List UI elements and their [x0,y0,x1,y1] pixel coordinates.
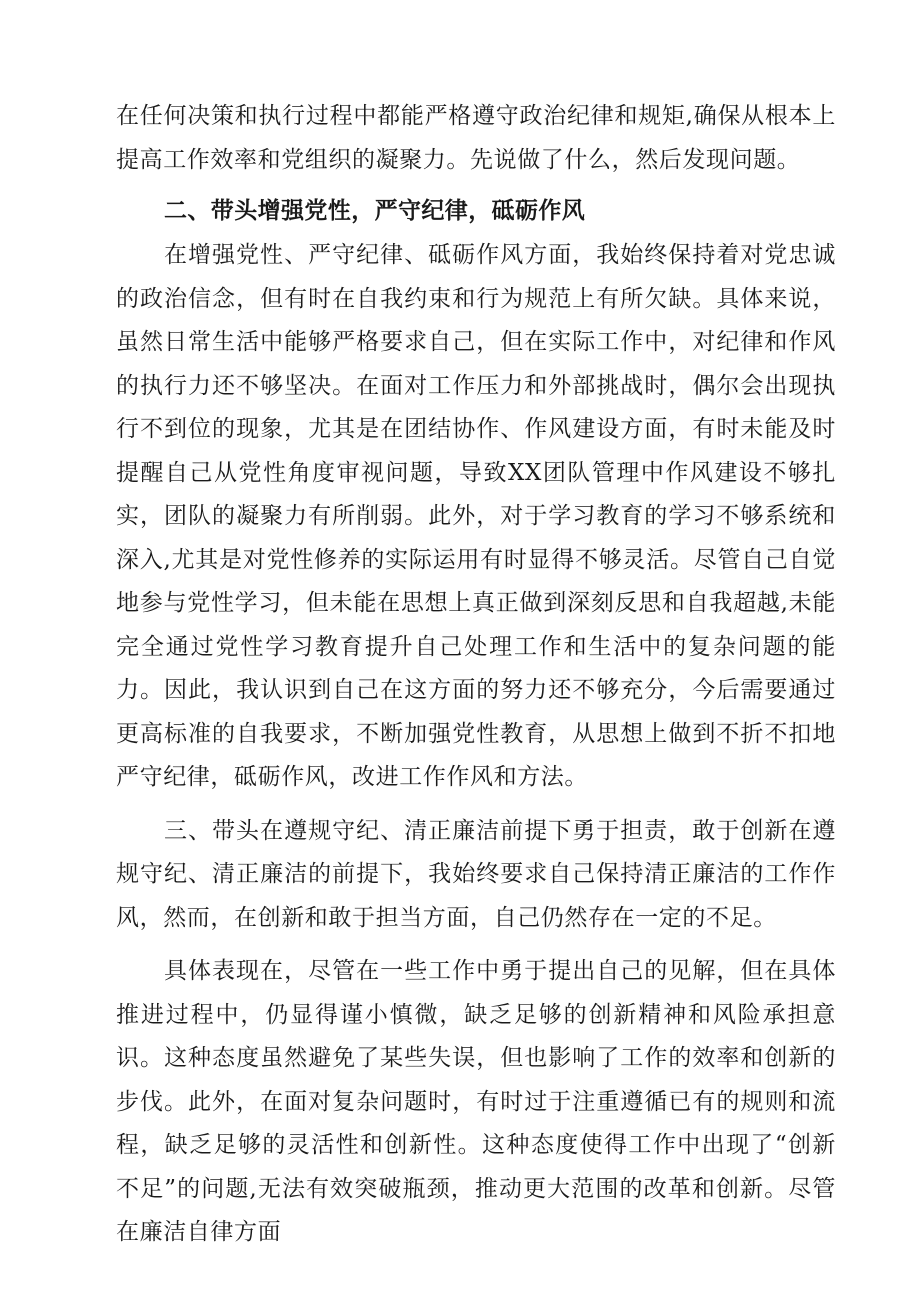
spacer [116,940,836,950]
spacer [116,800,836,810]
paragraph-section-3: 三、带头在遵规守纪、清正廉洁前提下勇于担责，敢于创新在遵规守纪、清正廉洁的前提下，我始终要求自己保持清正廉洁的工作作风，然而，在创新和敢于担当方面，自己仍然存在一定的不足。 [116,817,836,931]
paragraph-section-3-details: 具体表现在，尽管在一些工作中勇于提出自己的见解，但在具体推进过程中，仍显得谨小慎微，缺乏足够的创新精神和风险承担意识。这种态度虽然避免了某些失误，但也影响了工作的效率和创新的步伐。此外，在面对复杂问题时，有时过于注重遵循已有的规则和流程，缺乏足够的灵活性和创新性。这种态度使得工作中出现了“创新不足”的问题,无法有效突破瓶颈，推动更大范围的改革和创新。尽管在廉洁自律方面 [116,958,836,1245]
document-body [116,95,836,1255]
paragraph-section-2: 在增强党性、严守纪律、砥砺作风方面，我始终保持着对党忠诚的政治信念，但有时在自我约束和行为规范上有所欠缺。具体来说，虽然日常生活中能够严格要求自己，但在实际工作中，对纪律和作风的执行力还不够坚决。在面对工作压力和外部挑战时，偶尔会出现执行不到位的现象，尤其是在团结协作、作风建设方面，有时未能及时提醒自己从党性角度审视问题，导致XX团队管理中作风建设不够扎实，团队的凝聚力有所削弱。此外，对于学习教育的学习不够系统和深入,尤其是对党性修养的实际运用有时显得不够灵活。尽管自己自觉地参与党性学习，但未能在思想上真正做到深刻反思和自我超越,未能完全通过党性学习教育提升自己处理工作和生活中的复杂问题的能力。因此，我认识到自己在这方面的努力还不够充分，今后需要通过更高标准的自我要求，不断加强党性教育，从思想上做到不折不扣地严守纪律，砥砺作风，改进工作作风和方法。 [116,242,836,790]
paragraph-intro: 在任何决策和执行过程中都能严格遵守政治纪律和规矩,确保从根本上提高工作效率和党组织的凝聚力。先说做了什么，然后发现问题。 [116,103,836,173]
section-heading-2: 二、带头增强党性，严守纪律，砥砺作风 [164,198,586,224]
